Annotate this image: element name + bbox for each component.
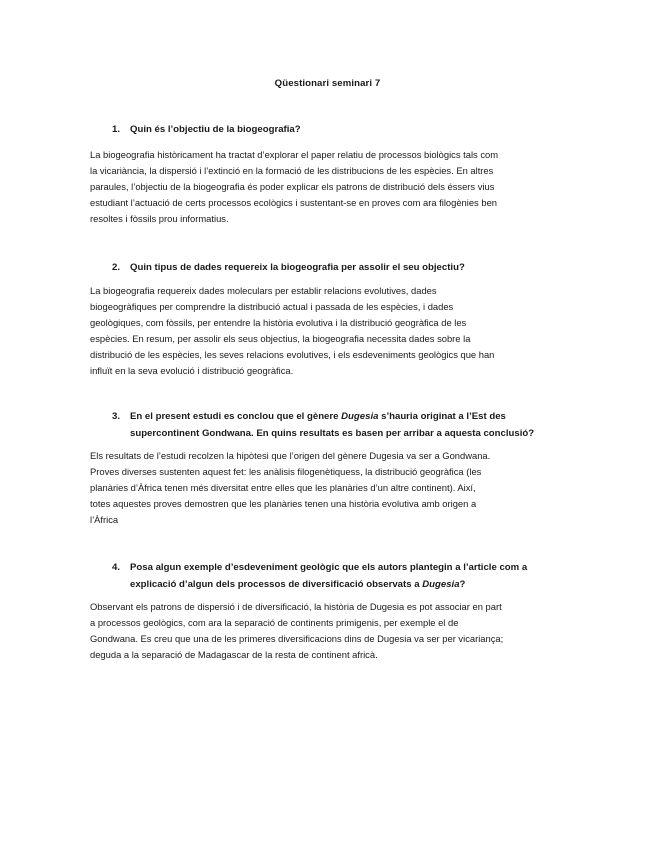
- question-text: [130, 408, 570, 442]
- answer-line: Proves diverses sustenten aquest fet: les anàlisis filogenètiquess, la distribució geogràfica (les: [90, 466, 482, 477]
- genus-name: Dugesia: [341, 411, 379, 422]
- question-line: [130, 408, 570, 425]
- question-text-segment: explicació d’algun dels processos de diversificació observats a: [130, 579, 423, 590]
- answer-line: La biogeografia requereix dades moleculars per establir relacions evolutives, dades: [90, 285, 437, 296]
- question-number: 2.: [111, 262, 120, 273]
- question-text-segment: En el present estudi es conclou que el gènere: [130, 411, 342, 422]
- question-number: 3.: [111, 411, 120, 422]
- answer-line: biogeogràfiques per comprendre la distribució actual i passada de les espècies, i dades: [90, 301, 454, 312]
- question-line: supercontinent Gondwana. En quins resultats es basen per arribar a aquesta conclusió?: [130, 428, 535, 439]
- answer-line: l’Àfrica: [90, 514, 119, 525]
- question-text-segment: ?: [459, 579, 466, 590]
- answer-line: resoltes i fòssils prou informatius.: [90, 213, 229, 224]
- question-text: [130, 559, 570, 593]
- question-line: Quin tipus de dades requereix la biogeografia per assolir el seu objectiu?: [130, 262, 465, 273]
- question-text: [130, 259, 570, 276]
- answer-line: Gondwana. Es creu que una de les primeres diversificacions dins de Dugesia va ser per vicariança;: [90, 633, 504, 644]
- page-title: Qüestionari seminari 7: [274, 78, 381, 89]
- question-line: Posa algun exemple d’esdeveniment geològic que els autors plantegin a l’article com a: [130, 562, 528, 573]
- answer-line: a processos geològics, com ara la separació de continents primigenis, per exemple el de: [90, 617, 459, 628]
- answer-line: estudiant l’actuació de certs processos ecològics i sustentant-se en proves com ara filogènies ben: [90, 197, 497, 208]
- genus-name: Dugesia: [422, 579, 460, 590]
- answer-line: distribució de les espècies, les seves relacions evolutives, i els esdeveniments geològics que han: [90, 349, 495, 360]
- answer-line: Observant els patrons de dispersió i de diversificació, la història de Dugesia es pot associar en part: [90, 601, 502, 612]
- answer-line: deguda a la separació de Madagascar de la resta de continent africà.: [90, 649, 378, 660]
- answer-line: planàries d’Àfrica tenen més diversitat entre elles que les planàries d’un altre continent). Així,: [90, 482, 476, 493]
- answer-paragraph: [90, 448, 565, 528]
- answer-line: la vicariància, la dispersió i l’extinció en la formació de les distribucions de les espècies. En altres: [90, 165, 494, 176]
- question-text-segment: s’hauria originat a l’Est des: [378, 411, 506, 422]
- answer-line: Els resultats de l’estudi recolzen la hipòtesi que l’origen del gènere Dugesia va ser a Gondwana.: [90, 450, 491, 461]
- question-line: Quin és l’objectiu de la biogeografia?: [130, 124, 301, 135]
- answer-line: La biogeografia històricament ha tractat d’explorar el paper relatiu de processos biològics tals com: [90, 149, 499, 160]
- answer-line: geològiques, com fòssils, per entendre la història evolutiva i la distribució geogràfica de les: [90, 317, 467, 328]
- question-text: [130, 121, 550, 138]
- answer-paragraph: [90, 599, 565, 663]
- question-number: 1.: [111, 124, 120, 135]
- answer-paragraph: [90, 147, 565, 227]
- question-line: [130, 576, 570, 593]
- answer-line: influït en la seva evolució i distribució geogràfica.: [90, 365, 294, 376]
- answer-paragraph: [90, 283, 565, 379]
- answer-line: paraules, l’objectiu de la biogeografia és poder explicar els patrons de distribució dels éssers vius: [90, 181, 495, 192]
- answer-line: espècies. En resum, per assolir els seus objectius, la biogeografia necessita dades sobre la: [90, 333, 471, 344]
- answer-line: totes aquestes proves demostren que les planàries tenen una història evolutiva amb origen a: [90, 498, 477, 509]
- question-number: 4.: [111, 562, 120, 573]
